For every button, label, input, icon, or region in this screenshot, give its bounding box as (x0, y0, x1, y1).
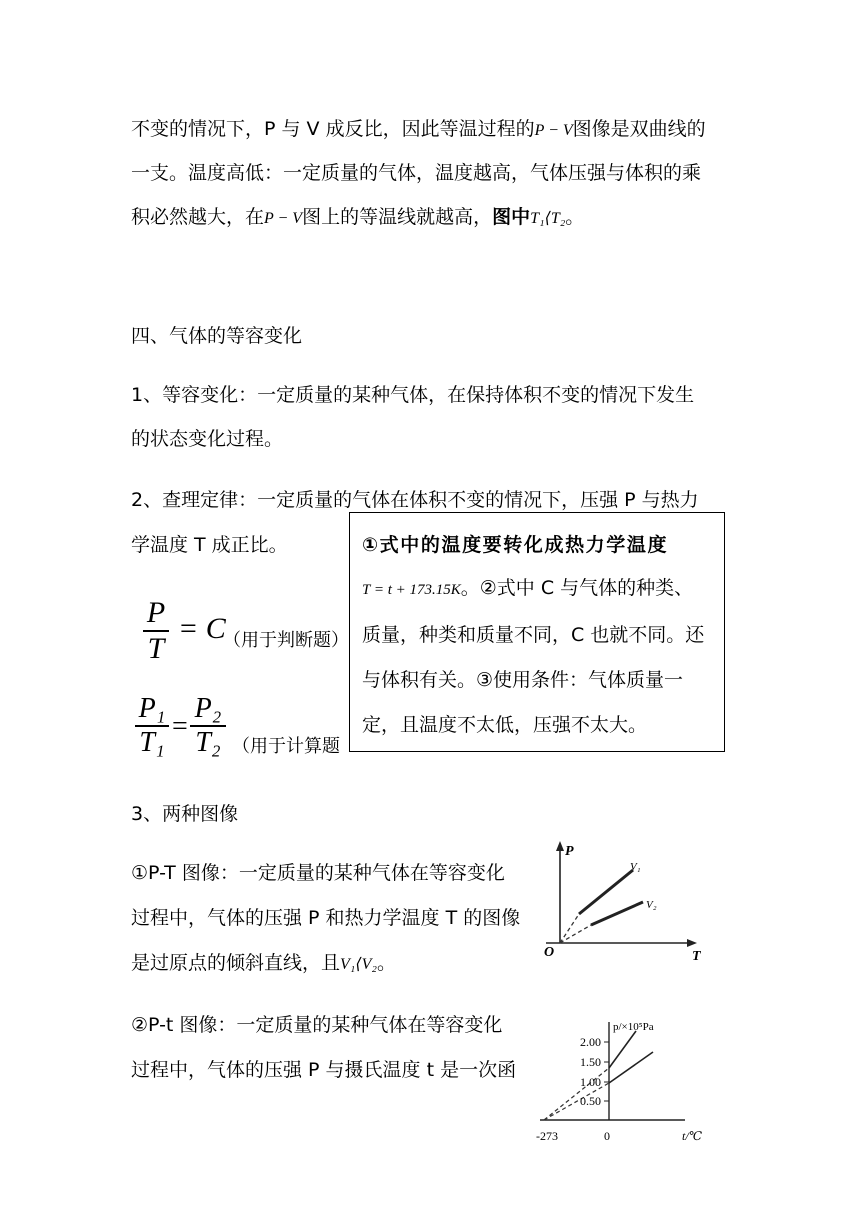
math-p-v: P − V (264, 210, 303, 227)
section3-heading: 3、两种图像 (131, 803, 239, 825)
x-label: T (692, 949, 701, 962)
x-label: t/℃ (682, 1129, 703, 1143)
note-line5: 定，且温度不太低，压强不太大。 (362, 714, 648, 736)
numerator: P₁ (138, 693, 166, 724)
pt-line1: ①P-T 图像：一定质量的某种气体在等容变化 (131, 862, 505, 884)
formula1-note: （用于判断题） (223, 630, 349, 651)
origin-label: O (544, 945, 555, 960)
tick-label: 2.00 (580, 1035, 601, 1049)
item2-line1: 2、查理定律：一定质量的气体在体积不变的情况下，压强 P 与热力 (131, 489, 699, 511)
tick-label: 0.50 (580, 1094, 601, 1108)
tick-label: 1.50 (580, 1055, 601, 1069)
formula2-fraction-right (190, 693, 226, 759)
x-left-label: -273 (536, 1129, 558, 1143)
section-heading: 四、气体的等容变化 (131, 325, 303, 347)
math-temperature: T = t + 173.15K (362, 582, 461, 598)
x-zero-label: 0 (604, 1129, 610, 1143)
pt-line2: 过程中，气体的压强 P 和热力学温度 T 的图像 (131, 907, 521, 929)
note-line3: 质量，种类和质量不同，C 也就不同。还 (362, 624, 705, 646)
numerator: P (146, 596, 166, 629)
para1-line2: 一支。温度高低：一定质量的气体，温度越高，气体压强与体积的乘 (131, 162, 702, 184)
denominator: T₂ (195, 727, 221, 758)
v2-label: V₂ (646, 899, 657, 911)
x-arrow (687, 939, 697, 947)
line-v2 (591, 902, 643, 925)
formula2-note: （用于计算题 (232, 736, 340, 757)
text: 图上的等温线就越高， (302, 206, 493, 228)
formula2-fraction-left (135, 693, 169, 759)
formula1-fraction (143, 596, 169, 666)
line-v1 (579, 870, 633, 914)
math-t1-t2: T₁⟨T₂ (530, 210, 566, 227)
note-line1: ①式中的温度要转化成热力学温度 (362, 534, 669, 556)
math-p-v: P − V (534, 122, 573, 139)
bold-text: 图中 (492, 206, 531, 228)
note-box (349, 512, 725, 752)
line-v1-dashed (560, 914, 579, 943)
math-v1-v2: V₁⟨V₂ (340, 956, 377, 973)
para1-line3 (131, 205, 584, 231)
y-label: p/×10⁵Pa (613, 1021, 654, 1033)
text: 。②式中 C 与气体的种类、 (460, 577, 694, 599)
pt-line3 (131, 951, 396, 977)
ptt-line1: ②P-t 图像：一定质量的某种气体在等容变化 (131, 1014, 503, 1036)
text: 不变的情况下，P 与 V 成反比，因此等温过程的 (131, 118, 535, 140)
tick-label: 1.00 (580, 1075, 601, 1089)
item2-line2: 学温度 T 成正比。 (131, 534, 288, 556)
denominator: T (147, 632, 165, 665)
line2 (609, 1052, 653, 1083)
ptt-line2: 过程中，气体的压强 P 与摄氏温度 t 是一次函 (131, 1059, 517, 1081)
line-v2-dashed (560, 925, 591, 943)
denominator: T₁ (139, 727, 165, 758)
para1-line1 (131, 117, 706, 143)
text: 积必然越大，在 (131, 206, 265, 228)
y-arrow (556, 841, 564, 851)
text: 图像是双曲线的 (572, 118, 706, 140)
text: 。 (376, 952, 396, 974)
text: 。 (565, 206, 585, 228)
item1-line1: 1、等容变化：一定质量的某种气体，在保持体积不变的情况下发生 (131, 384, 695, 406)
note-line2 (362, 576, 693, 602)
p-t-celsius-graph-figure (532, 1012, 712, 1148)
y-label: P (565, 844, 574, 859)
v1-label: V₁ (630, 861, 641, 873)
line1 (609, 1031, 636, 1068)
formula1-rhs: = C (178, 612, 226, 645)
numerator: P₂ (194, 693, 222, 724)
item1-line2: 的状态变化过程。 (131, 428, 284, 450)
text: 是过原点的倾斜直线，且 (131, 952, 341, 974)
pt-graph-figure (536, 838, 708, 962)
formula2-equals: = (172, 711, 188, 742)
note-line4: 与体积有关。③使用条件：气体质量一 (362, 669, 684, 691)
